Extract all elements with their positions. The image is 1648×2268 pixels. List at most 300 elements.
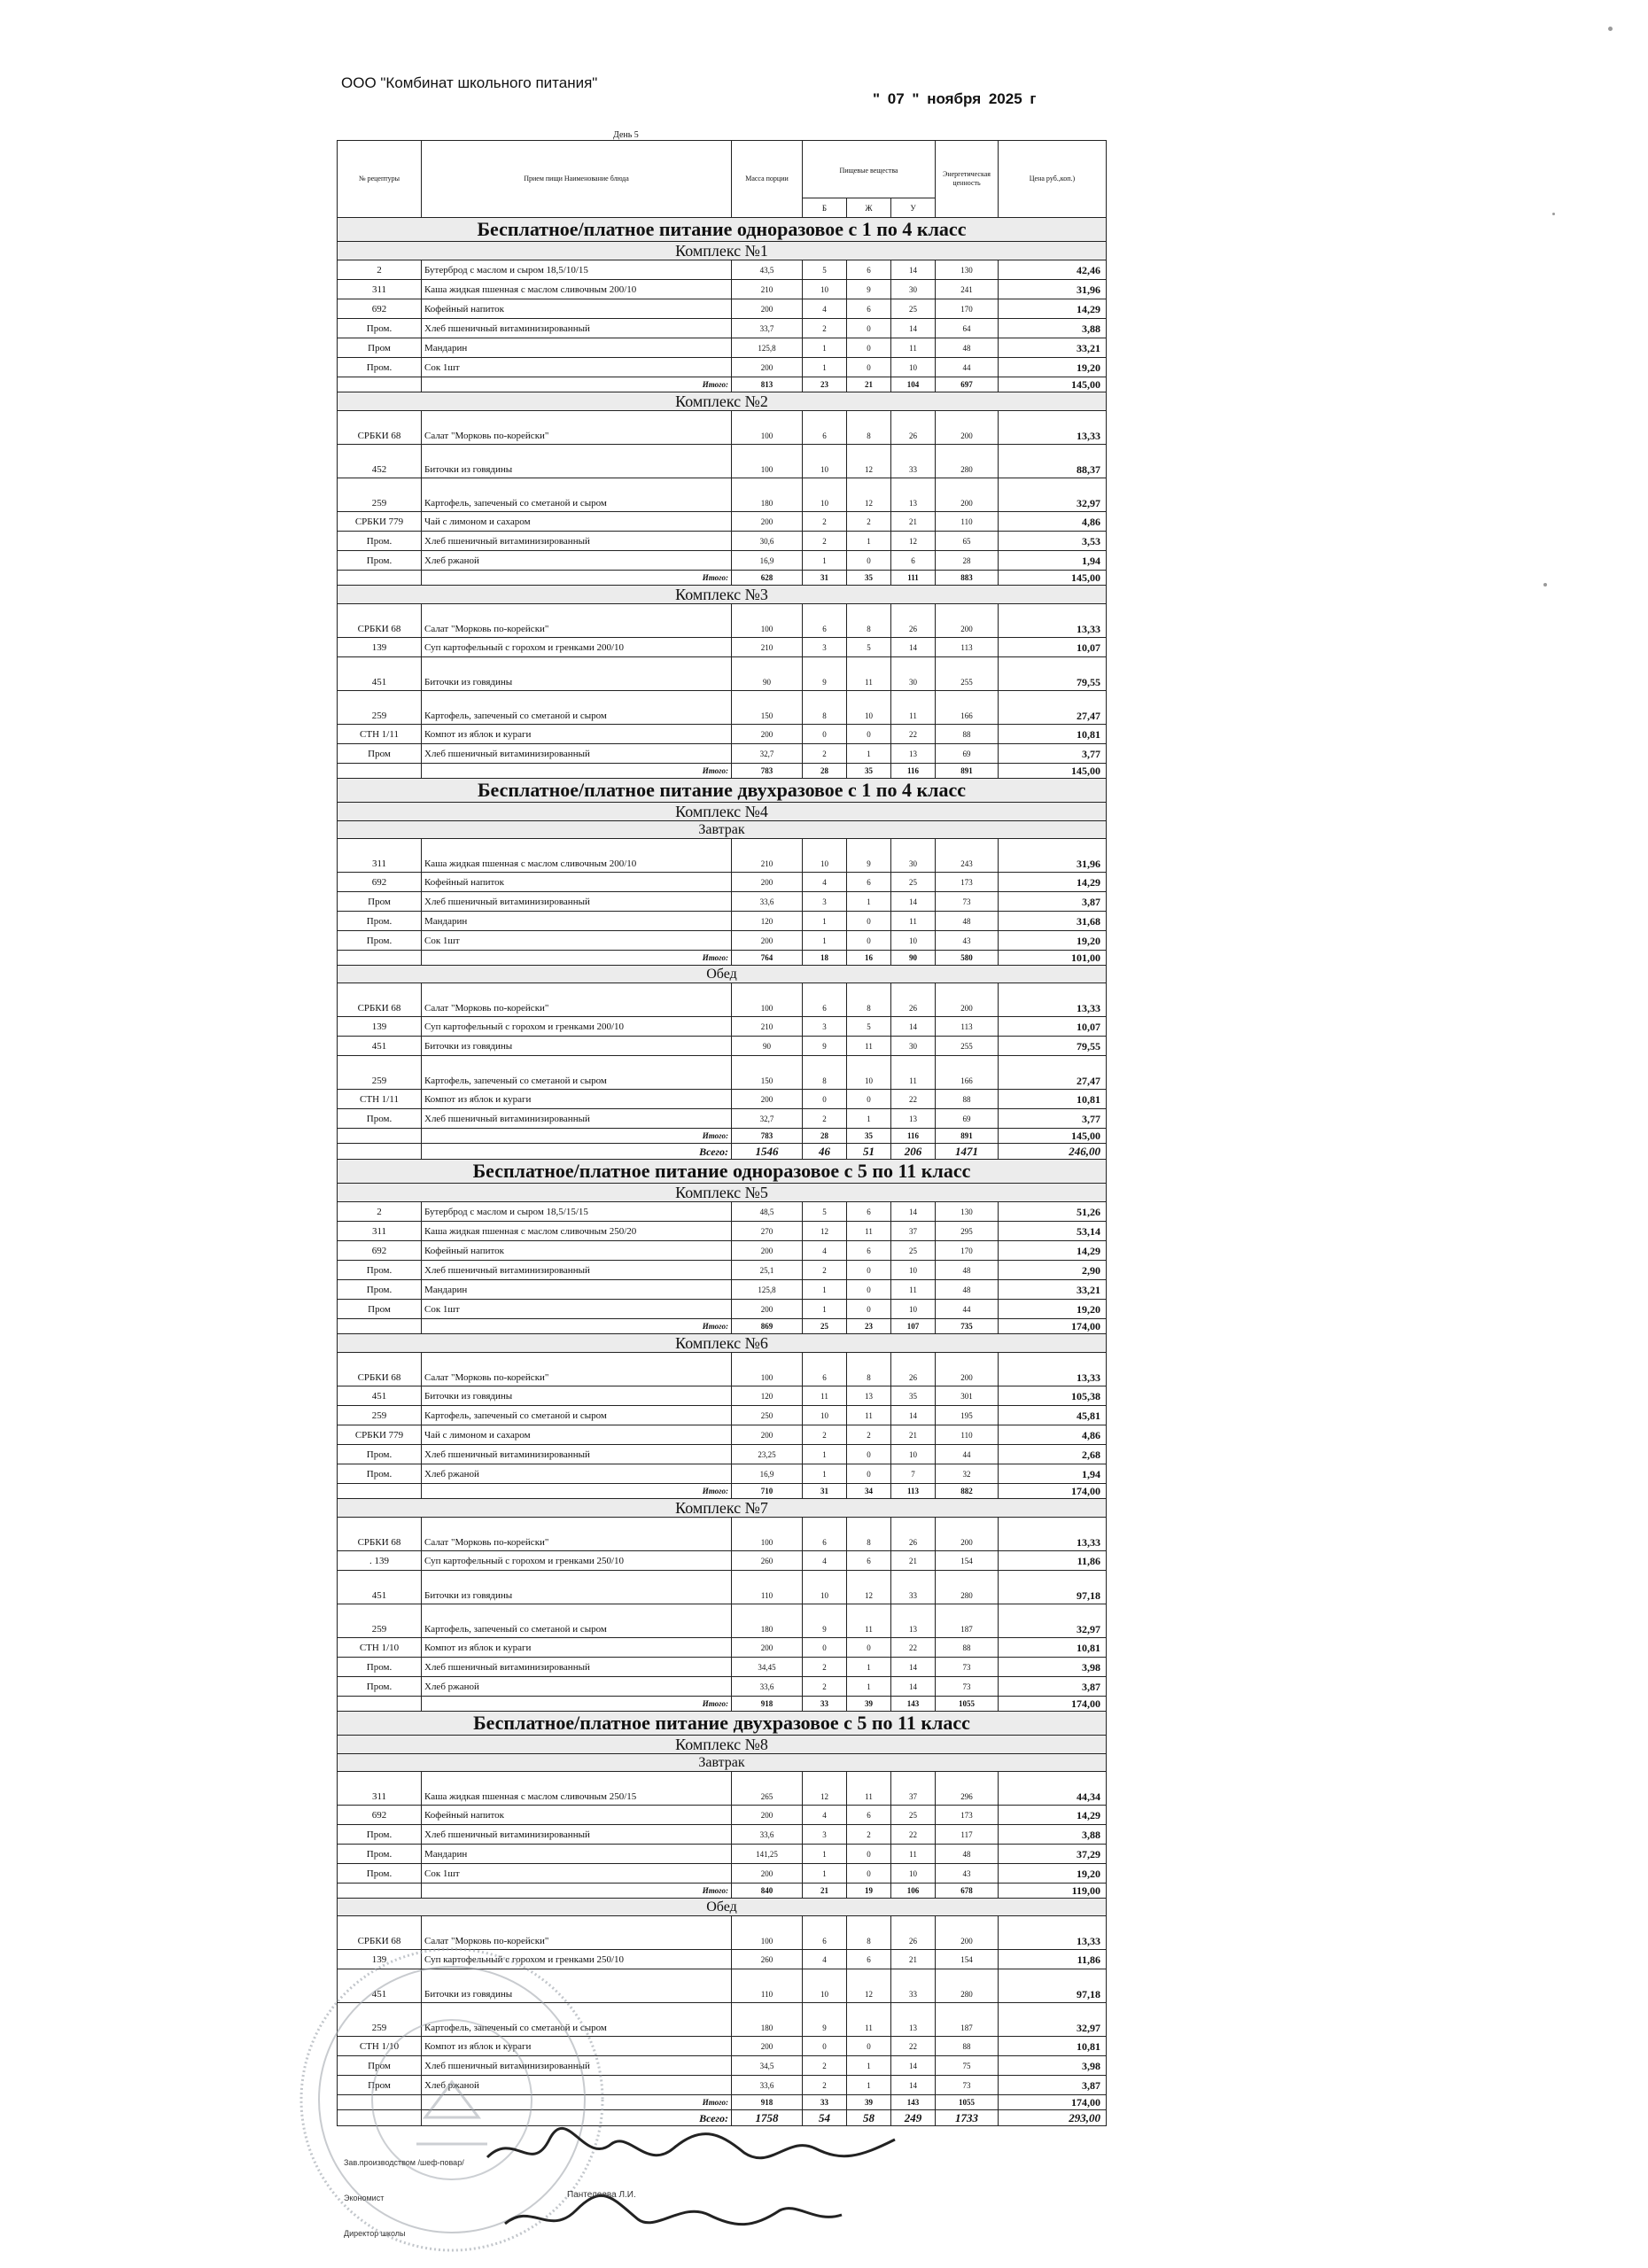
energy-value: 48 xyxy=(936,1845,999,1864)
recipe-code: 2 xyxy=(338,1202,422,1222)
recipe-code: 692 xyxy=(338,1806,422,1825)
fats: 1 xyxy=(847,2076,891,2095)
header-portion: Масса порции xyxy=(732,141,803,218)
total-carbs: 90 xyxy=(891,951,936,966)
price: 10,81 xyxy=(999,1638,1107,1658)
portion-mass: 200 xyxy=(732,512,803,532)
portion-mass: 150 xyxy=(732,1056,803,1090)
total-mass: 783 xyxy=(732,1129,803,1144)
total-fats: 58 xyxy=(847,2110,891,2126)
carbs: 30 xyxy=(891,1037,936,1056)
price: 3,88 xyxy=(999,319,1107,338)
dish-name: Чай с лимоном и сахаром xyxy=(422,512,732,532)
fats: 6 xyxy=(847,1806,891,1825)
price: 32,97 xyxy=(999,1604,1107,1638)
header-recipe-no: № рецептуры xyxy=(338,141,422,218)
dish-name: Хлеб пшеничный витаминизированный xyxy=(422,532,732,551)
energy-value: 64 xyxy=(936,319,999,338)
total-mass: 840 xyxy=(732,1884,803,1899)
complex-title: Комплекс №7 xyxy=(338,1499,1107,1518)
table-row xyxy=(338,445,1107,478)
portion-mass: 100 xyxy=(732,1353,803,1386)
complex-title: Комплекс №8 xyxy=(338,1736,1107,1754)
carbs: 14 xyxy=(891,1677,936,1697)
proteins: 3 xyxy=(803,1017,847,1037)
total-proteins: 46 xyxy=(803,1144,847,1160)
portion-mass: 200 xyxy=(732,931,803,951)
recipe-code: СРБКИ 68 xyxy=(338,1518,422,1551)
table-row xyxy=(338,260,1107,280)
proteins: 10 xyxy=(803,478,847,512)
complex-heading-row xyxy=(338,1736,1107,1754)
header-energy: Энергетическая ценность xyxy=(936,141,999,218)
total-fats: 39 xyxy=(847,1697,891,1712)
energy-value: 110 xyxy=(936,1425,999,1445)
proteins: 11 xyxy=(803,1386,847,1406)
table-row xyxy=(338,1677,1107,1697)
recipe-code: СРБКИ 68 xyxy=(338,411,422,445)
proteins: 2 xyxy=(803,319,847,338)
energy-value: 44 xyxy=(936,1445,999,1464)
energy-value: 200 xyxy=(936,983,999,1017)
dish-name: Каша жидкая пшенная с маслом сливочным 250/15 xyxy=(422,1772,732,1806)
dish-name: Салат "Морковь по-корейски" xyxy=(422,411,732,445)
total-price: 174,00 xyxy=(999,1484,1107,1499)
fats: 8 xyxy=(847,983,891,1017)
price: 4,86 xyxy=(999,1425,1107,1445)
fats: 11 xyxy=(847,1406,891,1425)
proteins: 9 xyxy=(803,1037,847,1056)
fats: 0 xyxy=(847,725,891,744)
portion-mass: 200 xyxy=(732,1864,803,1884)
complex-heading-row xyxy=(338,803,1107,821)
total-mass: 918 xyxy=(732,1697,803,1712)
carbs: 25 xyxy=(891,1806,936,1825)
portion-mass: 30,6 xyxy=(732,532,803,551)
total-mass: 1758 xyxy=(732,2110,803,2126)
total-carbs: 206 xyxy=(891,1144,936,1160)
portion-mass: 150 xyxy=(732,691,803,725)
fats: 0 xyxy=(847,1638,891,1658)
meal-title: Обед xyxy=(338,1899,1107,1916)
portion-mass: 260 xyxy=(732,1950,803,1969)
total-fats: 51 xyxy=(847,1144,891,1160)
recipe-code: 259 xyxy=(338,2003,422,2037)
carbs: 13 xyxy=(891,1604,936,1638)
fats: 1 xyxy=(847,1109,891,1129)
table-row xyxy=(338,1280,1107,1300)
portion-mass: 270 xyxy=(732,1222,803,1241)
energy-value: 110 xyxy=(936,512,999,532)
price: 2,68 xyxy=(999,1445,1107,1464)
total-price: 145,00 xyxy=(999,377,1107,392)
dish-name: Салат "Морковь по-корейски" xyxy=(422,604,732,638)
production-label: Зав.производством /шеф-повар/ xyxy=(344,2158,464,2167)
energy-value: 280 xyxy=(936,1571,999,1604)
subtotal-label: Итого: xyxy=(422,571,732,586)
proteins: 9 xyxy=(803,2003,847,2037)
carbs: 14 xyxy=(891,1406,936,1425)
proteins: 2 xyxy=(803,2056,847,2076)
energy-value: 255 xyxy=(936,1037,999,1056)
table-row xyxy=(338,478,1107,512)
dish-name: Кофейный напиток xyxy=(422,1241,732,1261)
blank-cell xyxy=(338,951,422,966)
dish-name: Компот из яблок и кураги xyxy=(422,725,732,744)
price: 53,14 xyxy=(999,1222,1107,1241)
dish-name: Компот из яблок и кураги xyxy=(422,1090,732,1109)
portion-mass: 141,25 xyxy=(732,1845,803,1864)
total-energy: 1055 xyxy=(936,1697,999,1712)
fats: 12 xyxy=(847,1969,891,2003)
carbs: 13 xyxy=(891,1109,936,1129)
recipe-code: СРБКИ 779 xyxy=(338,1425,422,1445)
dish-name: Салат "Морковь по-корейски" xyxy=(422,1353,732,1386)
total-proteins: 33 xyxy=(803,1697,847,1712)
carbs: 14 xyxy=(891,260,936,280)
proteins: 2 xyxy=(803,1425,847,1445)
energy-value: 255 xyxy=(936,657,999,691)
dish-name: Суп картофельный с горохом и гренками 200/10 xyxy=(422,638,732,657)
carbs: 10 xyxy=(891,1300,936,1319)
dish-name: Биточки из говядины xyxy=(422,1386,732,1406)
dish-name: Мандарин xyxy=(422,1280,732,1300)
proteins: 1 xyxy=(803,1300,847,1319)
dish-name: Хлеб пшеничный витаминизированный xyxy=(422,744,732,764)
energy-value: 200 xyxy=(936,1518,999,1551)
carbs: 12 xyxy=(891,532,936,551)
energy-value: 154 xyxy=(936,1551,999,1571)
total-mass: 869 xyxy=(732,1319,803,1334)
dish-name: Компот из яблок и кураги xyxy=(422,1638,732,1658)
section-title: Бесплатное/платное питание одноразовое с 1 по 4 класс xyxy=(338,218,1107,242)
recipe-code: 451 xyxy=(338,657,422,691)
recipe-code: Пром. xyxy=(338,1864,422,1884)
recipe-code: Пром. xyxy=(338,1658,422,1677)
subtotal-label: Итого: xyxy=(422,1319,732,1334)
carbs: 30 xyxy=(891,839,936,873)
fats: 10 xyxy=(847,1056,891,1090)
section-title: Бесплатное/платное питание двухразовое с 5 по 11 класс xyxy=(338,1712,1107,1736)
price: 33,21 xyxy=(999,338,1107,358)
price: 44,34 xyxy=(999,1772,1107,1806)
price: 79,55 xyxy=(999,657,1107,691)
portion-mass: 120 xyxy=(732,912,803,931)
carbs: 11 xyxy=(891,1056,936,1090)
table-row xyxy=(338,839,1107,873)
portion-mass: 100 xyxy=(732,1916,803,1950)
table-row xyxy=(338,1518,1107,1551)
table-row xyxy=(338,280,1107,299)
proteins: 10 xyxy=(803,445,847,478)
table-row xyxy=(338,1261,1107,1280)
total-energy: 883 xyxy=(936,571,999,586)
portion-mass: 100 xyxy=(732,411,803,445)
carbs: 11 xyxy=(891,1280,936,1300)
energy-value: 166 xyxy=(936,1056,999,1090)
recipe-code: 311 xyxy=(338,1222,422,1241)
carbs: 13 xyxy=(891,478,936,512)
price: 33,21 xyxy=(999,1280,1107,1300)
proteins: 5 xyxy=(803,260,847,280)
header-proteins: Б xyxy=(803,198,847,218)
recipe-code: 692 xyxy=(338,873,422,892)
recipe-code: Пром. xyxy=(338,532,422,551)
portion-mass: 16,9 xyxy=(732,1464,803,1484)
dish-name: Мандарин xyxy=(422,338,732,358)
subtotal-row xyxy=(338,571,1107,586)
fats: 6 xyxy=(847,260,891,280)
recipe-code: Пром. xyxy=(338,319,422,338)
total-price: 293,00 xyxy=(999,2110,1107,2126)
fats: 1 xyxy=(847,1658,891,1677)
header-nutrients: Пищевые вещества xyxy=(803,141,936,198)
energy-value: 280 xyxy=(936,1969,999,2003)
energy-value: 166 xyxy=(936,691,999,725)
price: 13,33 xyxy=(999,411,1107,445)
price: 32,97 xyxy=(999,478,1107,512)
total-carbs: 116 xyxy=(891,1129,936,1144)
energy-value: 88 xyxy=(936,1638,999,1658)
energy-value: 296 xyxy=(936,1772,999,1806)
portion-mass: 110 xyxy=(732,1571,803,1604)
blank-cell xyxy=(338,1319,422,1334)
proteins: 0 xyxy=(803,2037,847,2056)
portion-mass: 210 xyxy=(732,638,803,657)
recipe-code: 311 xyxy=(338,280,422,299)
table-row xyxy=(338,1806,1107,1825)
total-mass: 710 xyxy=(732,1484,803,1499)
portion-mass: 200 xyxy=(732,1638,803,1658)
recipe-code: 692 xyxy=(338,299,422,319)
total-energy: 891 xyxy=(936,1129,999,1144)
blank-cell xyxy=(338,571,422,586)
recipe-code: 139 xyxy=(338,1017,422,1037)
price: 42,46 xyxy=(999,260,1107,280)
table-row xyxy=(338,604,1107,638)
header-fats: Ж xyxy=(847,198,891,218)
recipe-code: Пром. xyxy=(338,551,422,571)
price: 79,55 xyxy=(999,1037,1107,1056)
energy-value: 117 xyxy=(936,1825,999,1845)
energy-value: 280 xyxy=(936,445,999,478)
recipe-code: 139 xyxy=(338,1950,422,1969)
energy-value: 73 xyxy=(936,1658,999,1677)
price: 31,96 xyxy=(999,280,1107,299)
price: 51,26 xyxy=(999,1202,1107,1222)
carbs: 25 xyxy=(891,873,936,892)
price: 13,33 xyxy=(999,1916,1107,1950)
fats: 0 xyxy=(847,2037,891,2056)
portion-mass: 200 xyxy=(732,299,803,319)
proteins: 12 xyxy=(803,1222,847,1241)
carbs: 11 xyxy=(891,338,936,358)
recipe-code: 311 xyxy=(338,1772,422,1806)
recipe-code: Пром xyxy=(338,744,422,764)
proteins: 6 xyxy=(803,1353,847,1386)
total-carbs: 143 xyxy=(891,1697,936,1712)
subtotal-label: Итого: xyxy=(422,1884,732,1899)
proteins: 2 xyxy=(803,512,847,532)
total-mass: 764 xyxy=(732,951,803,966)
table-row xyxy=(338,1425,1107,1445)
recipe-code: СРБКИ 68 xyxy=(338,1916,422,1950)
dish-name: Биточки из говядины xyxy=(422,657,732,691)
recipe-code: СТН 1/11 xyxy=(338,725,422,744)
proteins: 1 xyxy=(803,912,847,931)
fats: 0 xyxy=(847,338,891,358)
energy-value: 187 xyxy=(936,1604,999,1638)
proteins: 4 xyxy=(803,873,847,892)
carbs: 33 xyxy=(891,445,936,478)
dish-name: Чай с лимоном и сахаром xyxy=(422,1425,732,1445)
portion-mass: 43,5 xyxy=(732,260,803,280)
portion-mass: 200 xyxy=(732,1806,803,1825)
proteins: 10 xyxy=(803,280,847,299)
carbs: 11 xyxy=(891,691,936,725)
proteins: 12 xyxy=(803,1772,847,1806)
energy-value: 200 xyxy=(936,411,999,445)
carbs: 26 xyxy=(891,1353,936,1386)
table-row xyxy=(338,1772,1107,1806)
portion-mass: 200 xyxy=(732,1425,803,1445)
total-price: 174,00 xyxy=(999,1697,1107,1712)
carbs: 11 xyxy=(891,912,936,931)
total-fats: 39 xyxy=(847,2095,891,2110)
dish-name: Биточки из говядины xyxy=(422,1037,732,1056)
price: 1,94 xyxy=(999,1464,1107,1484)
carbs: 22 xyxy=(891,2037,936,2056)
dish-name: Хлеб ржаной xyxy=(422,551,732,571)
portion-mass: 260 xyxy=(732,1551,803,1571)
recipe-code: СТН 1/11 xyxy=(338,1090,422,1109)
total-fats: 16 xyxy=(847,951,891,966)
proteins: 2 xyxy=(803,2076,847,2095)
section-heading-row xyxy=(338,779,1107,803)
portion-mass: 33,7 xyxy=(732,319,803,338)
proteins: 3 xyxy=(803,1825,847,1845)
header-dish: Прием пищи Наименование блюда xyxy=(422,141,732,218)
carbs: 26 xyxy=(891,604,936,638)
price: 13,33 xyxy=(999,983,1107,1017)
table-row xyxy=(338,1571,1107,1604)
fats: 6 xyxy=(847,1202,891,1222)
proteins: 2 xyxy=(803,1109,847,1129)
complex-title: Комплекс №4 xyxy=(338,803,1107,821)
price: 11,86 xyxy=(999,1950,1107,1969)
table-header-row xyxy=(338,141,1107,198)
dish-name: Биточки из говядины xyxy=(422,1571,732,1604)
blank-cell xyxy=(338,1129,422,1144)
table-row xyxy=(338,551,1107,571)
proteins: 6 xyxy=(803,1916,847,1950)
carbs: 25 xyxy=(891,1241,936,1261)
blank-cell xyxy=(338,377,422,392)
price: 31,68 xyxy=(999,912,1107,931)
recipe-code: Пром. xyxy=(338,1261,422,1280)
price: 45,81 xyxy=(999,1406,1107,1425)
recipe-code: СТН 1/10 xyxy=(338,1638,422,1658)
price: 11,86 xyxy=(999,1551,1107,1571)
fats: 2 xyxy=(847,512,891,532)
subtotal-row xyxy=(338,764,1107,779)
blank-cell xyxy=(338,1484,422,1499)
total-price: 174,00 xyxy=(999,1319,1107,1334)
complex-heading-row xyxy=(338,242,1107,260)
carbs: 21 xyxy=(891,1425,936,1445)
dish-name: Сок 1шт xyxy=(422,931,732,951)
carbs: 14 xyxy=(891,1658,936,1677)
complex-heading-row xyxy=(338,1499,1107,1518)
meal-heading-row xyxy=(338,1754,1107,1772)
portion-mass: 120 xyxy=(732,1386,803,1406)
fats: 0 xyxy=(847,1280,891,1300)
fats: 0 xyxy=(847,1261,891,1280)
energy-value: 44 xyxy=(936,1300,999,1319)
carbs: 21 xyxy=(891,1950,936,1969)
fats: 0 xyxy=(847,1090,891,1109)
fats: 0 xyxy=(847,912,891,931)
dish-name: Хлеб ржаной xyxy=(422,1677,732,1697)
recipe-code: 2 xyxy=(338,260,422,280)
price: 3,87 xyxy=(999,1677,1107,1697)
recipe-code: СРБКИ 68 xyxy=(338,604,422,638)
dish-name: Сок 1шт xyxy=(422,1864,732,1884)
price: 3,98 xyxy=(999,2056,1107,2076)
price: 10,07 xyxy=(999,638,1107,657)
carbs: 14 xyxy=(891,1017,936,1037)
dish-name: Картофель, запеченый со сметаной и сыром xyxy=(422,2003,732,2037)
complex-title: Комплекс №1 xyxy=(338,242,1107,260)
total-mass: 1546 xyxy=(732,1144,803,1160)
fats: 11 xyxy=(847,1037,891,1056)
portion-mass: 125,8 xyxy=(732,338,803,358)
table-row xyxy=(338,983,1107,1017)
recipe-code: Пром. xyxy=(338,931,422,951)
dish-name: Каша жидкая пшенная с маслом сливочным 250/20 xyxy=(422,1222,732,1241)
recipe-code: Пром. xyxy=(338,912,422,931)
energy-value: 44 xyxy=(936,358,999,377)
fats: 6 xyxy=(847,1950,891,1969)
recipe-code: 259 xyxy=(338,478,422,512)
portion-mass: 200 xyxy=(732,1300,803,1319)
proteins: 3 xyxy=(803,638,847,657)
energy-value: 200 xyxy=(936,604,999,638)
total-fats: 23 xyxy=(847,1319,891,1334)
price: 88,37 xyxy=(999,445,1107,478)
total-carbs: 106 xyxy=(891,1884,936,1899)
total-proteins: 33 xyxy=(803,2095,847,2110)
total-mass: 918 xyxy=(732,2095,803,2110)
meal-heading-row xyxy=(338,821,1107,839)
proteins: 1 xyxy=(803,1864,847,1884)
total-proteins: 28 xyxy=(803,764,847,779)
recipe-code: 451 xyxy=(338,1969,422,2003)
complex-heading-row xyxy=(338,1334,1107,1353)
energy-value: 73 xyxy=(936,2076,999,2095)
energy-value: 130 xyxy=(936,1202,999,1222)
fats: 11 xyxy=(847,1772,891,1806)
dish-name: Суп картофельный с горохом и гренками 250/10 xyxy=(422,1551,732,1571)
subtotal-row xyxy=(338,1129,1107,1144)
price: 14,29 xyxy=(999,299,1107,319)
carbs: 33 xyxy=(891,1571,936,1604)
total-fats: 34 xyxy=(847,1484,891,1499)
table-row xyxy=(338,1464,1107,1484)
table-row xyxy=(338,411,1107,445)
carbs: 26 xyxy=(891,983,936,1017)
section-heading-row xyxy=(338,1160,1107,1184)
